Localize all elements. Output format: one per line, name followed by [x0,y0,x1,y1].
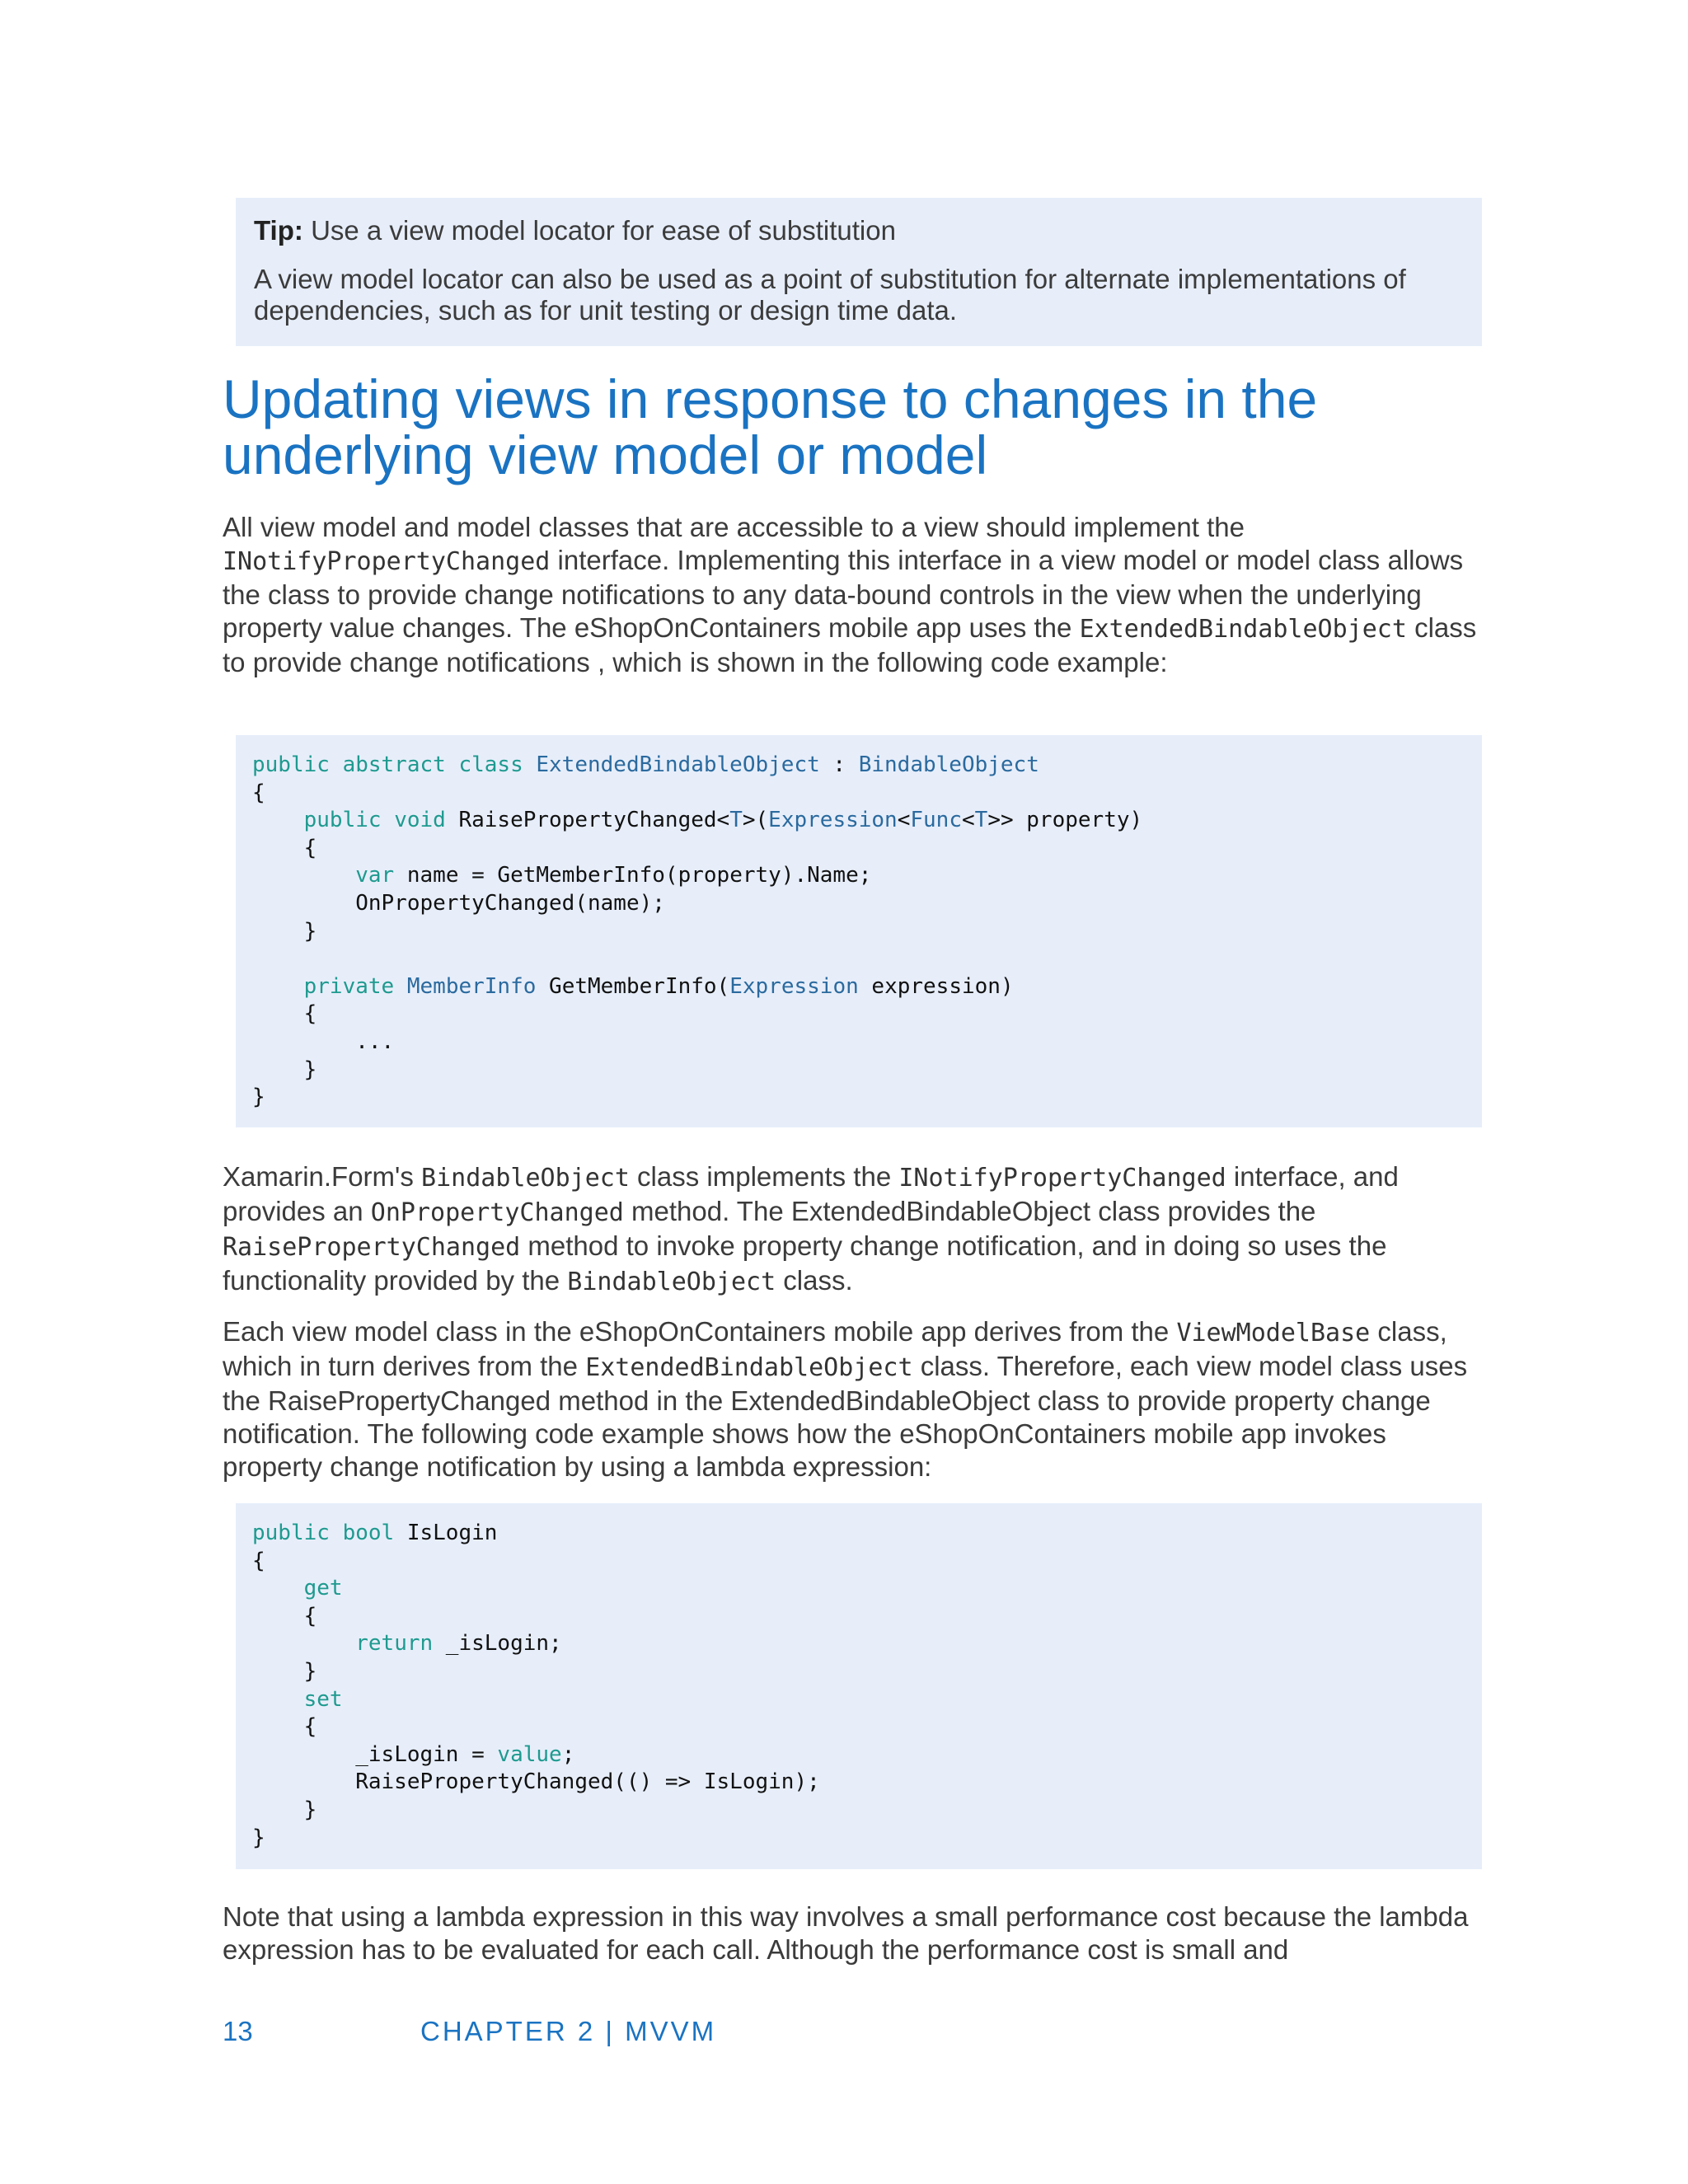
tip-label: Tip: [254,215,303,246]
code-line: RaisePropertyChanged(() => IsLogin); [252,1769,820,1795]
code-text: >( [742,808,769,833]
code-keyword: public abstract class [252,752,537,777]
code-keyword: private [303,973,407,999]
text-run: class implements the [629,1161,899,1192]
inline-code: BindableObject [567,1268,776,1296]
code-line: OnPropertyChanged(name); [252,890,665,916]
code-type: Expression [768,808,898,833]
code-keyword: value [497,1741,562,1767]
code-line [252,1575,1482,1603]
code-keyword: public bool [252,1521,395,1545]
code-type: Expression [729,973,859,999]
code-keyword: set [303,1686,343,1712]
text-run: class. [776,1265,853,1296]
code-line: { [252,835,317,860]
code-line: } [252,1797,317,1822]
code-text: < [897,808,911,833]
text-run: method. The ExtendedBindableObject class provides the [623,1196,1316,1226]
text-run: class, which in turn derives from the [223,1316,1447,1381]
code-indent [252,1576,304,1601]
tip-title: Use a view model locator for ease of substitution [311,215,896,246]
inline-code: RaisePropertyChanged [223,1233,521,1262]
code-keyword: var [355,863,395,888]
code-line [252,1741,1482,1769]
code-text: IsLogin [394,1521,498,1545]
inline-code: OnPropertyChanged [370,1198,624,1227]
page-number: 13 [223,2016,253,2046]
code-line [252,945,1482,973]
code-indent [252,1631,355,1656]
code-type: T [974,808,988,833]
code-type: T [729,808,743,833]
paragraph-view-model-base [223,1315,1492,1483]
code-text: >> property) [987,808,1143,833]
code-line [252,973,1482,1001]
code-line: } [252,918,317,944]
code-text: expression) [858,973,1014,999]
code-indent [252,808,304,832]
code-text: _isLogin; [433,1631,562,1657]
paragraph-performance-note: Note that using a lambda expression in this way involves a small performance cost because the lambda expression has to be evaluated for each call. Although the performance cost is small and [223,1901,1469,1965]
section-heading: Updating views in response to changes in the underlying view model or model [223,368,1318,485]
code-type: ExtendedBindableObject [536,752,820,777]
text-run: Each view model class in the eShopOnContainers mobile app derives from the [223,1316,1177,1347]
code-indent [252,863,355,888]
code-block-extended-bindable-object [236,735,1482,1127]
code-type: MemberInfo [406,973,537,999]
code-text: ; [561,1741,575,1767]
inline-code: ViewModelBase [1176,1319,1371,1347]
code-line: { [252,780,265,805]
text-run: method to invoke property change notification, and in doing so uses the functionality provided by the [223,1230,1387,1296]
paragraph-bindable-object [223,1160,1492,1299]
paragraph-inotify [223,511,1492,679]
code-line [252,1686,1482,1714]
code-line: { [252,1603,317,1629]
tip-callout [236,198,1482,346]
code-line [252,752,1482,780]
code-indent [252,974,304,999]
text-run: class. Therefore, each view model class uses the RaisePropertyChanged method in the ExtendedBindableObject class to provide property change notification. The following code example shows how the eShopOnContainers mobile app invokes property change notification by using a lambda expression: [223,1351,1468,1482]
code-block-is-login [236,1503,1482,1869]
code-keyword: get [303,1576,343,1601]
text-run: interface, and provides an [223,1161,1399,1226]
tip-body: A view model locator can also be used as a point of substitution for alternate implementations of dependencies, such as for unit testing or design time data. [254,264,1406,326]
code-type: BindableObject [858,752,1039,777]
code-line [252,862,1482,890]
code-keyword: public void [303,808,459,833]
code-line: } [252,1658,317,1684]
text-run: All view model and model classes that are accessible to a view should implement the [223,512,1245,542]
inline-code: INotifyPropertyChanged [898,1164,1226,1193]
code-text: name = GetMemberInfo(property).Name; [394,863,872,888]
code-text: GetMemberInfo( [536,973,730,999]
code-line: } [252,1825,265,1850]
code-line [252,1630,1482,1658]
code-line: ... [252,1029,395,1054]
inline-code: INotifyPropertyChanged [223,547,551,576]
code-text: < [962,808,975,833]
chapter-label: CHAPTER 2 | MVVM [420,2016,717,2046]
tip-heading [254,214,1464,247]
inline-code: ExtendedBindableObject [585,1353,913,1382]
text-run: Xamarin.Form's [223,1161,422,1192]
code-line: { [252,1548,265,1573]
code-line: { [252,1714,317,1740]
code-line: { [252,1001,317,1027]
code-text: : [819,752,859,777]
inline-code: BindableObject [421,1164,630,1193]
code-line: } [252,1085,265,1110]
code-text: _isLogin = [355,1741,498,1767]
code-keyword: return [355,1631,434,1657]
code-indent [252,1742,355,1767]
code-type: Func [910,808,962,833]
code-text: RaisePropertyChanged< [458,808,730,833]
inline-code: ExtendedBindableObject [1079,615,1407,644]
code-line [252,807,1482,835]
code-indent [252,1687,304,1712]
text-run: class to provide change notifications , which is shown in the following code example: [223,612,1477,677]
text-run: interface. Implementing this interface in a view model or model class allows the class to provide change notifications to any data-bound controls in the view when the underlying property value changes. The eShopOnContainers mobile app uses the [223,545,1464,643]
code-line [252,1520,1482,1548]
code-line: } [252,1057,317,1082]
